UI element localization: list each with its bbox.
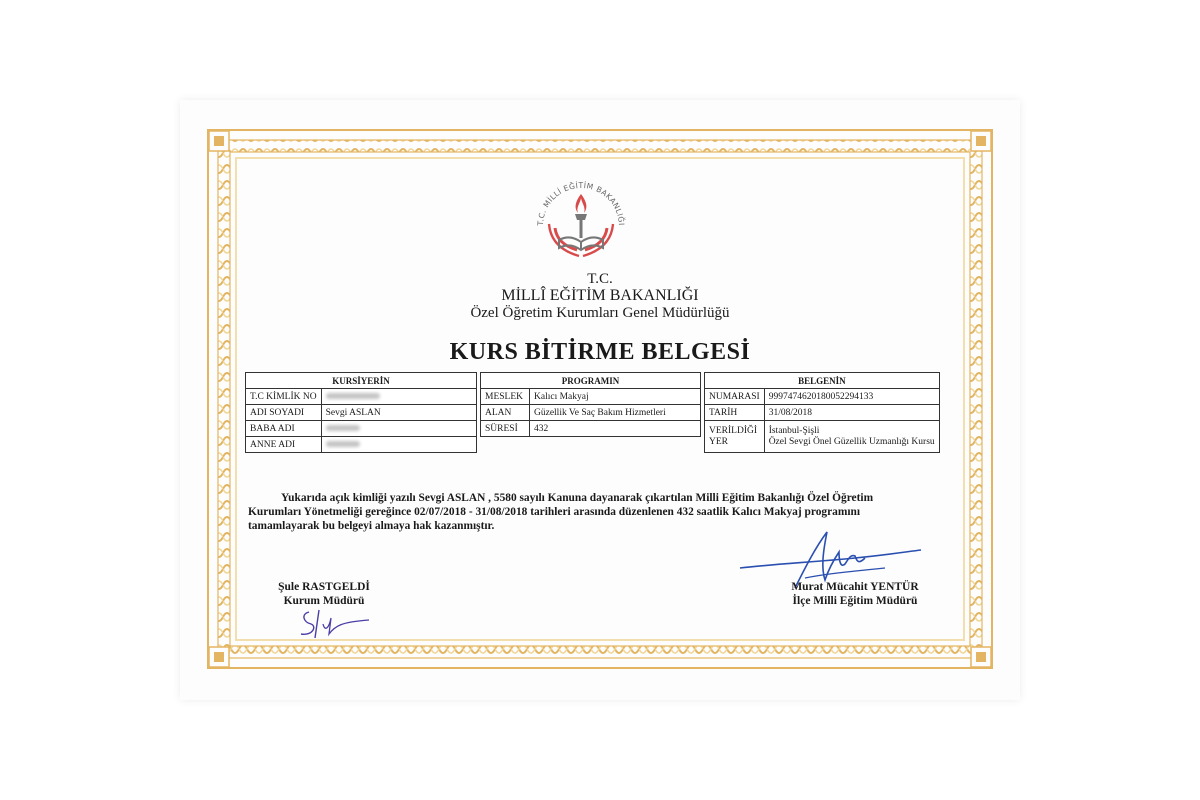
meslek-label: MESLEK: [481, 389, 530, 405]
mother-value-redacted: [321, 437, 476, 453]
program-table-header: PROGRAMIN: [481, 373, 701, 389]
alan-label: ALAN: [481, 405, 530, 421]
place-label: [705, 421, 765, 453]
program-table: [480, 372, 701, 437]
signature-block-left: [264, 580, 384, 608]
meslek-value: Kalıcı Makyaj: [530, 389, 701, 405]
ministry-seal-icon: [525, 168, 637, 280]
trainee-table-header: KURSİYERİN: [246, 373, 477, 389]
ministry-heading: MİLLÎ EĞİTİM BAKANLIĞI: [501, 287, 699, 304]
date-value: 31/08/2018: [764, 405, 939, 421]
directorate-heading: Özel Öğretim Kurumları Genel Müdürlüğü: [470, 305, 730, 321]
right-signatory-title: İlçe Milli Eğitim Müdürü: [792, 595, 918, 607]
right-signatory-name: Murat Mücahit YENTÜR: [791, 581, 919, 593]
document-table-header: BELGENİN: [705, 373, 940, 389]
seal-text: T.C. MİLLİ EĞİTİM BAKANLIĞI: [535, 180, 627, 226]
trainee-table: [245, 372, 477, 453]
name-value: Sevgi ASLAN: [321, 405, 476, 421]
alan-value: Güzellik Ve Saç Bakım Hizmetleri: [530, 405, 701, 421]
left-signatory-name: Şule RASTGELDİ: [278, 581, 370, 593]
place-value-line2: Özel Sevgi Önel Güzellik Uzmanlığı Kursu: [768, 436, 935, 447]
document-table: [704, 372, 940, 453]
statement-line-2: Kurumları Yönetmeliği gereğince 02/07/2018 - 31/08/2018 tarihleri arasında düzenlenen 432 saatlik Kalıcı Makyaj programını: [248, 506, 861, 518]
place-label-line2: YER: [709, 436, 728, 447]
number-label: NUMARASI: [705, 389, 765, 405]
sure-value: 432: [530, 421, 701, 437]
place-value: [764, 421, 939, 453]
certificate-statement: [248, 491, 948, 533]
page-title: KURS BİTİRME BELGESİ: [449, 339, 751, 365]
place-value-line1: İstanbul-Şişli: [768, 425, 820, 436]
mother-label: ANNE ADI: [246, 437, 322, 453]
father-label: BABA ADI: [246, 421, 322, 437]
place-label-line1: VERİLDİĞİ: [709, 425, 758, 436]
name-label: ADI SOYADI: [246, 405, 322, 421]
statement-line-3: tamamlayarak bu belgeyi almaya hak kazanmıştır.: [248, 520, 495, 532]
statement-line-1: Yukarıda açık kimliği yazılı Sevgi ASLAN , 5580 sayılı Kanuna dayanarak çıkartılan Milli Eğitim Bakanlığı Özel Öğretim: [281, 492, 874, 504]
country-heading: T.C.: [587, 271, 613, 287]
tc-label: T.C KİMLİK NO: [246, 389, 322, 405]
signature-left-icon: [295, 604, 375, 649]
left-signatory-title: Kurum Müdürü: [283, 595, 365, 607]
sure-label: SÜRESİ: [481, 421, 530, 437]
father-value-redacted: [321, 421, 476, 437]
signature-block-right: [770, 580, 940, 608]
number-value: 99974746201800522941​33: [764, 389, 939, 405]
date-label: TARİH: [705, 405, 765, 421]
tc-value-redacted: [321, 389, 476, 405]
